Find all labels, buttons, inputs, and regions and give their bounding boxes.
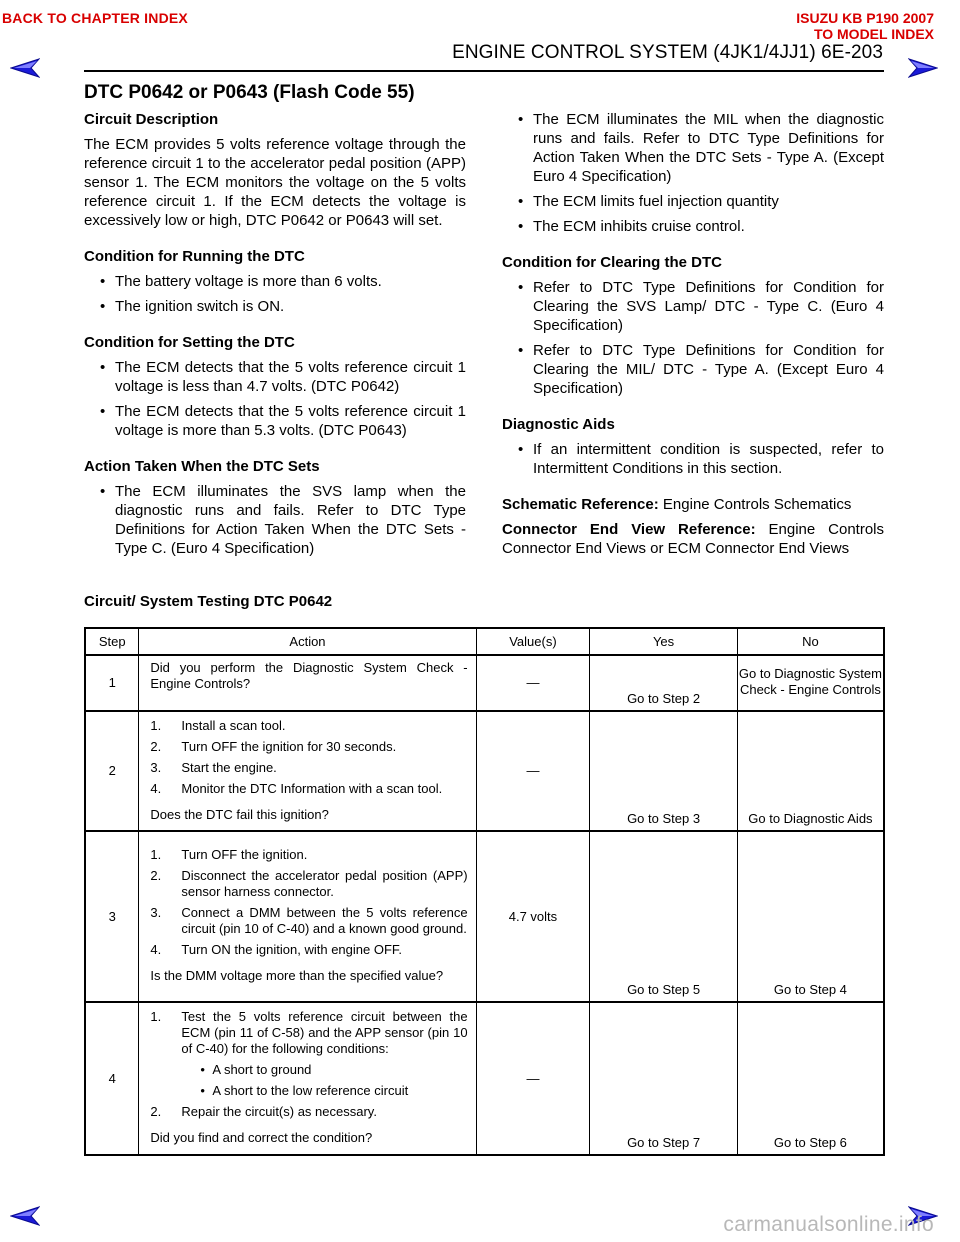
step-question: Did you find and correct the condition? [150,1130,373,1145]
step-value: — [476,711,590,831]
running-conditions-list [84,272,466,316]
list-item: • The ECM illuminates the SVS lamp when the diagnostic runs and fails. Refer to DTC Type Definitions for Action Taken When the DTC Sets - Type C. (Euro 4 Specification) [84,482,466,558]
connector-reference-link[interactable]: Engine Controls Connector End Views or ECM Connector End Views [502,521,884,557]
circuit-testing-table [84,627,885,1156]
previous-page-arrow-bottom-icon[interactable] [10,1205,40,1227]
back-to-chapter-index-link[interactable]: BACK TO CHAPTER INDEX [2,10,188,26]
step-value: — [476,1002,590,1155]
previous-page-arrow-icon[interactable] [10,57,40,79]
step-instructions [150,718,467,797]
left-column [84,110,466,575]
step-question: Does the DTC fail this ignition? [150,806,329,822]
list-item: 2. Turn OFF the ignition for 30 seconds. [150,738,397,754]
setting-conditions-heading: Condition for Setting the DTC [84,334,295,351]
connector-reference-label: Connector End View Reference: [502,521,756,538]
list-item: • The ECM inhibits cruise control. [502,217,884,236]
connector-reference [502,520,884,558]
to-model-index-link[interactable]: TO MODEL INDEX [813,26,934,42]
step-no-link[interactable]: Go to Step 4 [737,831,884,1002]
step-number: 2 [85,711,139,831]
right-column [502,110,884,564]
header-step: Step [85,628,139,655]
step-number: 4 [85,1002,139,1155]
table-title: Circuit/ System Testing DTC P0642 [84,593,333,610]
action-taken-list-continued [502,110,884,236]
table-row [85,831,884,1002]
list-item: 3. Start the engine. [150,759,277,775]
list-item: 3. Connect a DMM between the 5 volts reference circuit (pin 10 of C-40) and a known good ground. [150,905,468,936]
header-no: No [737,628,884,655]
list-item: • Refer to DTC Type Definitions for Condition for Clearing the MIL/ DTC - Type A. (Except Euro 4 Specification) [502,341,884,398]
diagnostic-aids-heading: Diagnostic Aids [502,416,615,433]
step-value: — [476,655,590,711]
step-action [139,711,476,831]
step-number: 1 [85,655,139,711]
circuit-description-text: The ECM provides 5 volts reference voltage through the reference circuit 1 to the accelerator pedal position (APP) sensor 1. The ECM monitors the voltage on the 5 volts reference circuit 1. If the ECM detects the voltage is excessively low or high, DTC P0642 or P0643 will set. [84,136,466,229]
list-item: • The ECM detects that the 5 volts reference circuit 1 voltage is more than 5.3 volts. (DTC P0643) [84,402,466,440]
table-row [85,711,884,831]
action-taken-list [84,482,466,558]
step-action [139,1002,476,1155]
step-yes-link[interactable]: Go to Step 7 [590,1002,738,1155]
header-action: Action [139,628,476,655]
step-yes-link[interactable]: Go to Step 2 [590,655,738,711]
diagnostic-aids-list [502,440,884,478]
step-value: 4.7 volts [476,831,590,1002]
step-number: 3 [85,831,139,1002]
schematic-reference-link[interactable]: Engine Controls Schematics [658,496,852,513]
list-item: • The ECM illuminates the MIL when the diagnostic runs and fails. Refer to DTC Type Definitions for Action Taken When the DTC Sets - Type A. (Except Euro 4 Specification) [502,110,884,186]
step-yes-link[interactable]: Go to Step 5 [590,831,738,1002]
page-title: DTC P0642 or P0643 (Flash Code 55) [84,82,415,103]
list-item: • If an intermittent condition is suspected, refer to Intermittent Conditions in this section. [502,440,884,478]
step-no-link[interactable]: Go to Step 6 [737,1002,884,1155]
table-row [85,655,884,711]
step-action [139,655,476,711]
list-item: • Refer to DTC Type Definitions for Condition for Clearing the SVS Lamp/ DTC - Type C. (Euro 4 Specification) [502,278,884,335]
running-conditions-heading: Condition for Running the DTC [84,248,305,265]
list-item: 1. Install a scan tool. [150,717,286,733]
list-item: 4. Monitor the DTC Information with a scan tool. [150,780,443,796]
next-page-arrow-icon[interactable] [908,57,938,79]
setting-conditions-list [84,358,466,440]
header-yes: Yes [590,628,738,655]
list-item: • The battery voltage is more than 6 volts. [84,272,466,291]
schematic-reference [502,495,884,514]
list-item: • The ECM detects that the 5 volts reference circuit 1 voltage is less than 4.7 volts. (DTC P0642) [84,358,466,396]
step-instructions [150,847,467,958]
list-item: 1. Test the 5 volts reference circuit between the ECM (pin 11 of C-58) and the APP sensor (pin 10 of C-40) for the following conditions: • A short to ground • A short to the low reference circuit [150,1009,467,1099]
circuit-description-heading: Circuit Description [84,111,219,128]
table-row [85,1002,884,1155]
brand-block [796,10,934,42]
list-item: 2. Disconnect the accelerator pedal position (APP) sensor harness connector. [150,868,468,899]
step-yes-link[interactable]: Go to Step 3 [590,711,738,831]
clearing-conditions-heading: Condition for Clearing the DTC [502,254,722,271]
clearing-conditions-list [502,278,884,398]
list-item: 1. Turn OFF the ignition. [150,847,308,862]
step-instructions [150,1009,467,1120]
list-item: • The ignition switch is ON. [84,297,466,316]
step-no-link[interactable]: Go to Diagnostic Aids [737,711,884,831]
step-action [139,831,476,1002]
action-taken-heading: Action Taken When the DTC Sets [84,458,320,475]
header-divider [84,70,884,72]
list-item: 4. Turn ON the ignition, with engine OFF. [150,942,403,957]
brand-model: ISUZU KB P190 2007 [796,10,934,26]
condition-sublist [181,1062,467,1099]
header-value: Value(s) [476,628,590,655]
table-header-row [85,628,884,655]
schematic-reference-label: Schematic Reference: [502,496,659,513]
list-item: • A short to ground [181,1062,467,1078]
step-question: Did you perform the Diagnostic System Check - Engine Controls? [150,660,468,691]
watermark: carmanualsonline.info [723,1213,934,1236]
list-item: 2. Repair the circuit(s) as necessary. [150,1104,377,1119]
list-item: • A short to the low reference circuit [181,1083,467,1099]
step-no-link[interactable]: Go to Diagnostic System Check - Engine Controls [737,655,884,711]
step-question: Is the DMM voltage more than the specified value? [150,968,444,983]
running-header: ENGINE CONTROL SYSTEM (4JK1/4JJ1) 6E-203 [452,42,883,63]
list-item: • The ECM limits fuel injection quantity [502,192,884,211]
